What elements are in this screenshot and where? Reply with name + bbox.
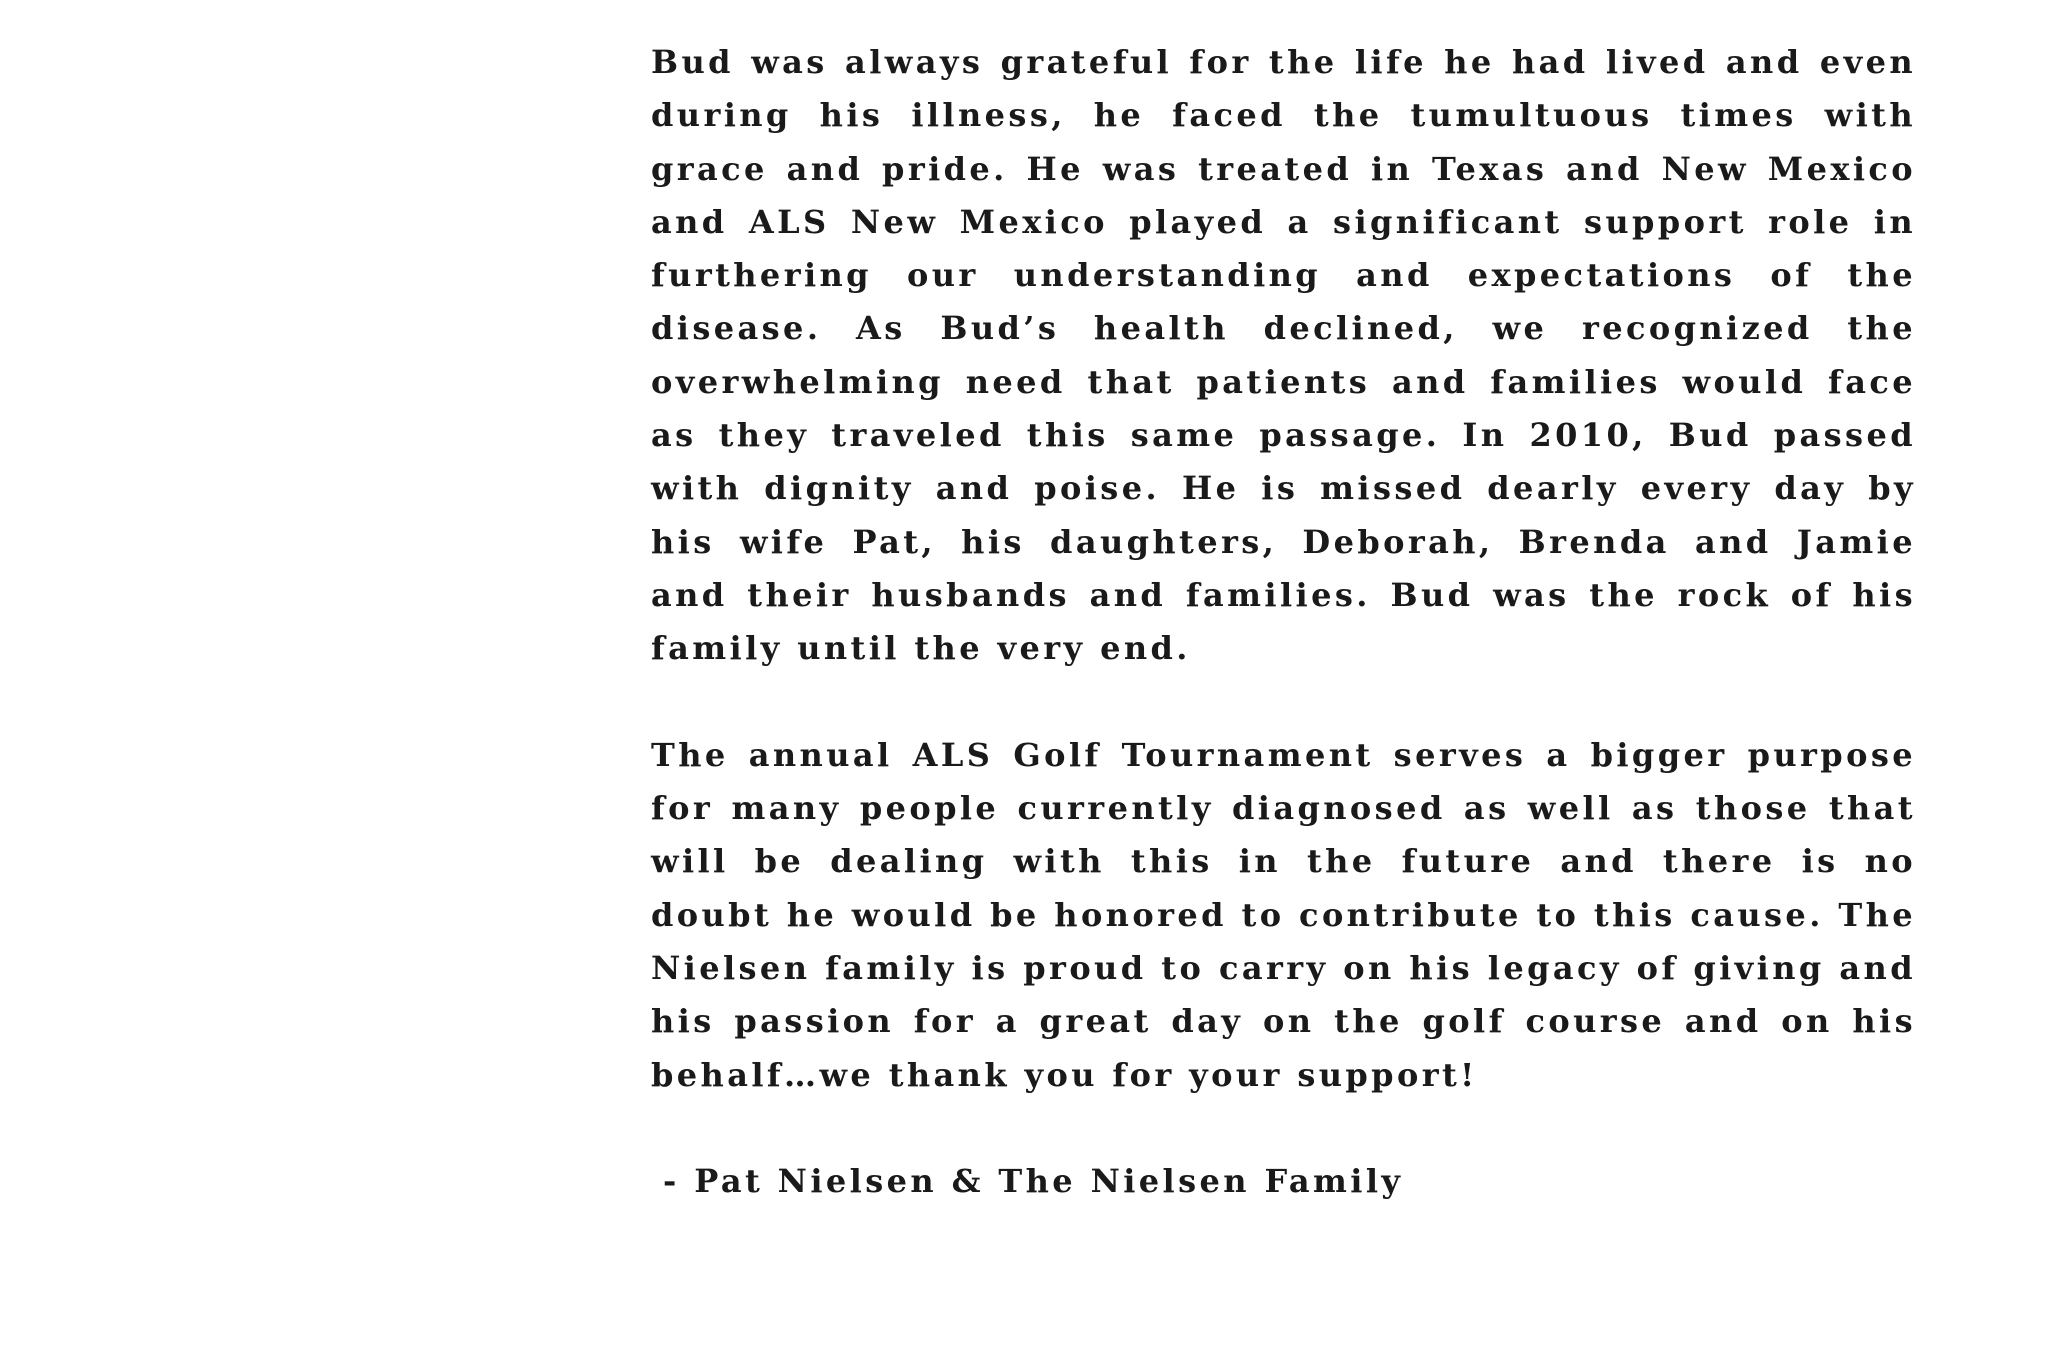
letter-paragraph-tournament: The annual ALS Golf Tournament serves a bigger purpose for many people currently diagnosed as well as those that will be dealing with this in the future and there is no doubt he would be honored to contribute to this cause. The Nielsen family is proud to carry on his legacy of giving and his passion for a great day on the golf course and on his behalf…we thank you for your support!: [651, 735, 1916, 1094]
letter-text-column: [651, 36, 1916, 1209]
letter-paragraph-tribute: Bud was always grateful for the life he had lived and even during his illness, he faced the tumultuous times with grace and pride. He was treated in Texas and New Mexico and ALS New Mexico played a significant support role in furthering our understanding and expectations of the disease. As Bud’s health declined, we recognized the overwhelming need that patients and families would face as they traveled this same passage. In 2010, Bud passed with dignity and poise. He is missed dearly every day by his wife Pat, his daughters, Deborah, Brenda and Jamie and their husbands and families. Bud was the rock of his family until the very end.: [651, 43, 1916, 668]
letter-signature: - Pat Nielsen & The Nielsen Family: [663, 1162, 1404, 1201]
